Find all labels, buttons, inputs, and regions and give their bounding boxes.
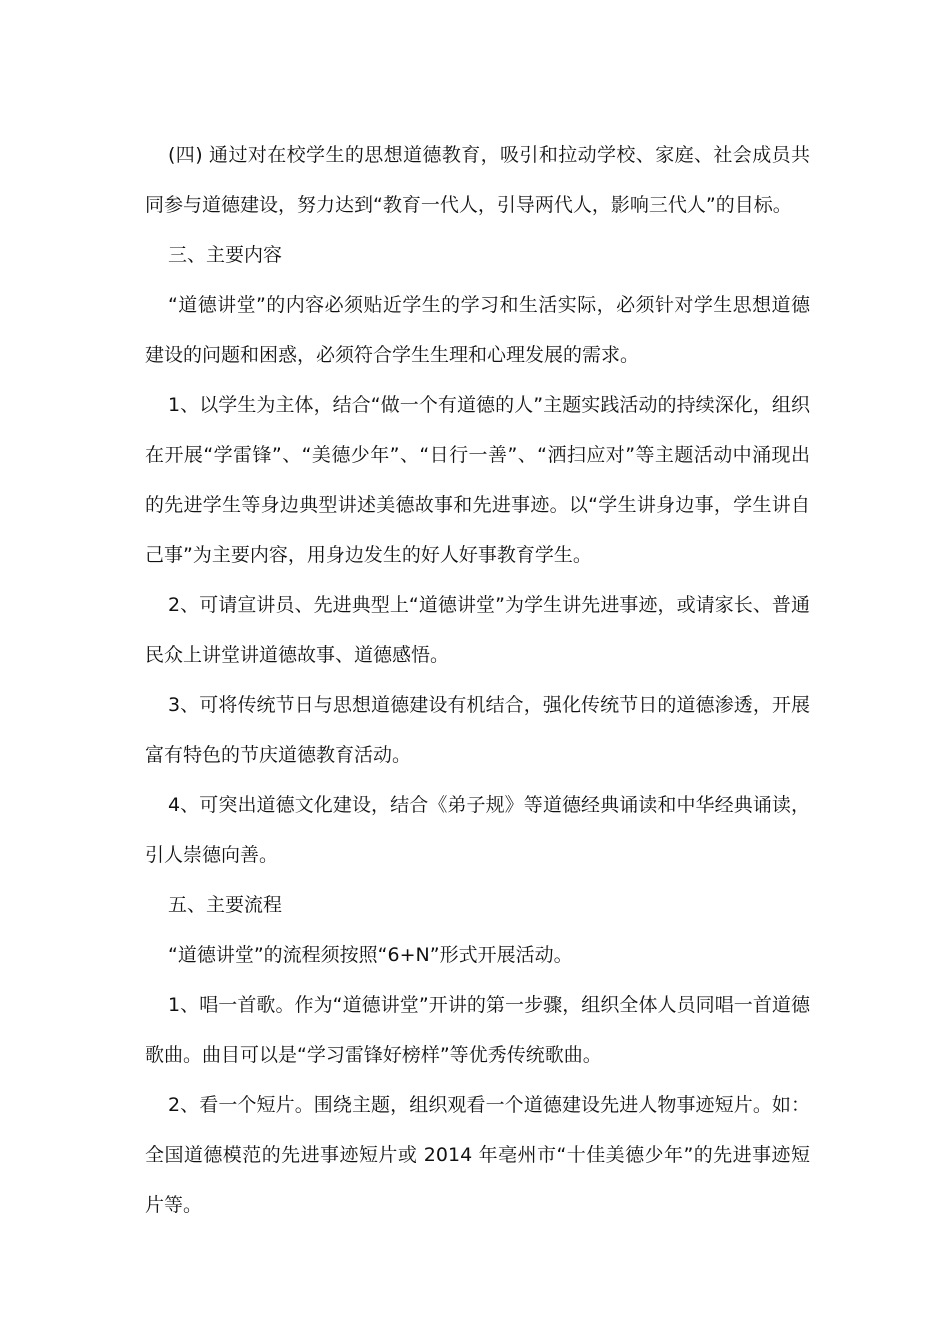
section-heading-main-process: 五、主要流程 [168, 894, 283, 916]
section-heading-main-content: 三、主要内容 [168, 244, 283, 266]
paragraph-process-intro: “道德讲堂”的流程须按照“6+N”形式开展活动。 [168, 944, 573, 966]
paragraph-content-item-1: 1、以学生为主体，结合“做一个有道德的人”主题实践活动的持续深化，组织在开展“学雷锋”、“美德少年”、“日行一善”、“洒扫应对”等主题活动中涌现出的先进学生等身边典型讲述美德故事和先进事迹。以“学生讲身边事，学生讲自己事”为主要内容，用身边发生的好人好事教育学生。 [145, 394, 810, 566]
paragraph-content-item-4: 4、可突出道德文化建设，结合《弟子规》等道德经典诵读和中华经典诵读，引人崇德向善。 [145, 794, 810, 866]
document-body [145, 130, 810, 1230]
paragraph-process-step-2: 2、看一个短片。围绕主题，组织观看一个道德建设先进人物事迹短片。如：全国道德模范的先进事迹短片或 2014 年亳州市“十佳美德少年”的先进事迹短片等。 [145, 1094, 810, 1216]
paragraph-content-item-2: 2、可请宣讲员、先进典型上“道德讲堂”为学生讲先进事迹，或请家长、普通民众上讲堂讲道德故事、道德感悟。 [145, 594, 810, 666]
paragraph-goal-four: (四) 通过对在校学生的思想道德教育，吸引和拉动学校、家庭、社会成员共同参与道德建设，努力达到“教育一代人，引导两代人，影响三代人”的目标。 [145, 144, 810, 216]
paragraph-process-step-1: 1、唱一首歌。作为“道德讲堂”开讲的第一步骤，组织全体人员同唱一首道德歌曲。曲目可以是“学习雷锋好榜样”等优秀传统歌曲。 [145, 994, 810, 1066]
paragraph-content-item-3: 3、可将传统节日与思想道德建设有机结合，强化传统节日的道德渗透，开展富有特色的节庆道德教育活动。 [145, 694, 810, 766]
paragraph-content-intro: “道德讲堂”的内容必须贴近学生的学习和生活实际，必须针对学生思想道德建设的问题和困惑，必须符合学生生理和心理发展的需求。 [145, 294, 810, 366]
